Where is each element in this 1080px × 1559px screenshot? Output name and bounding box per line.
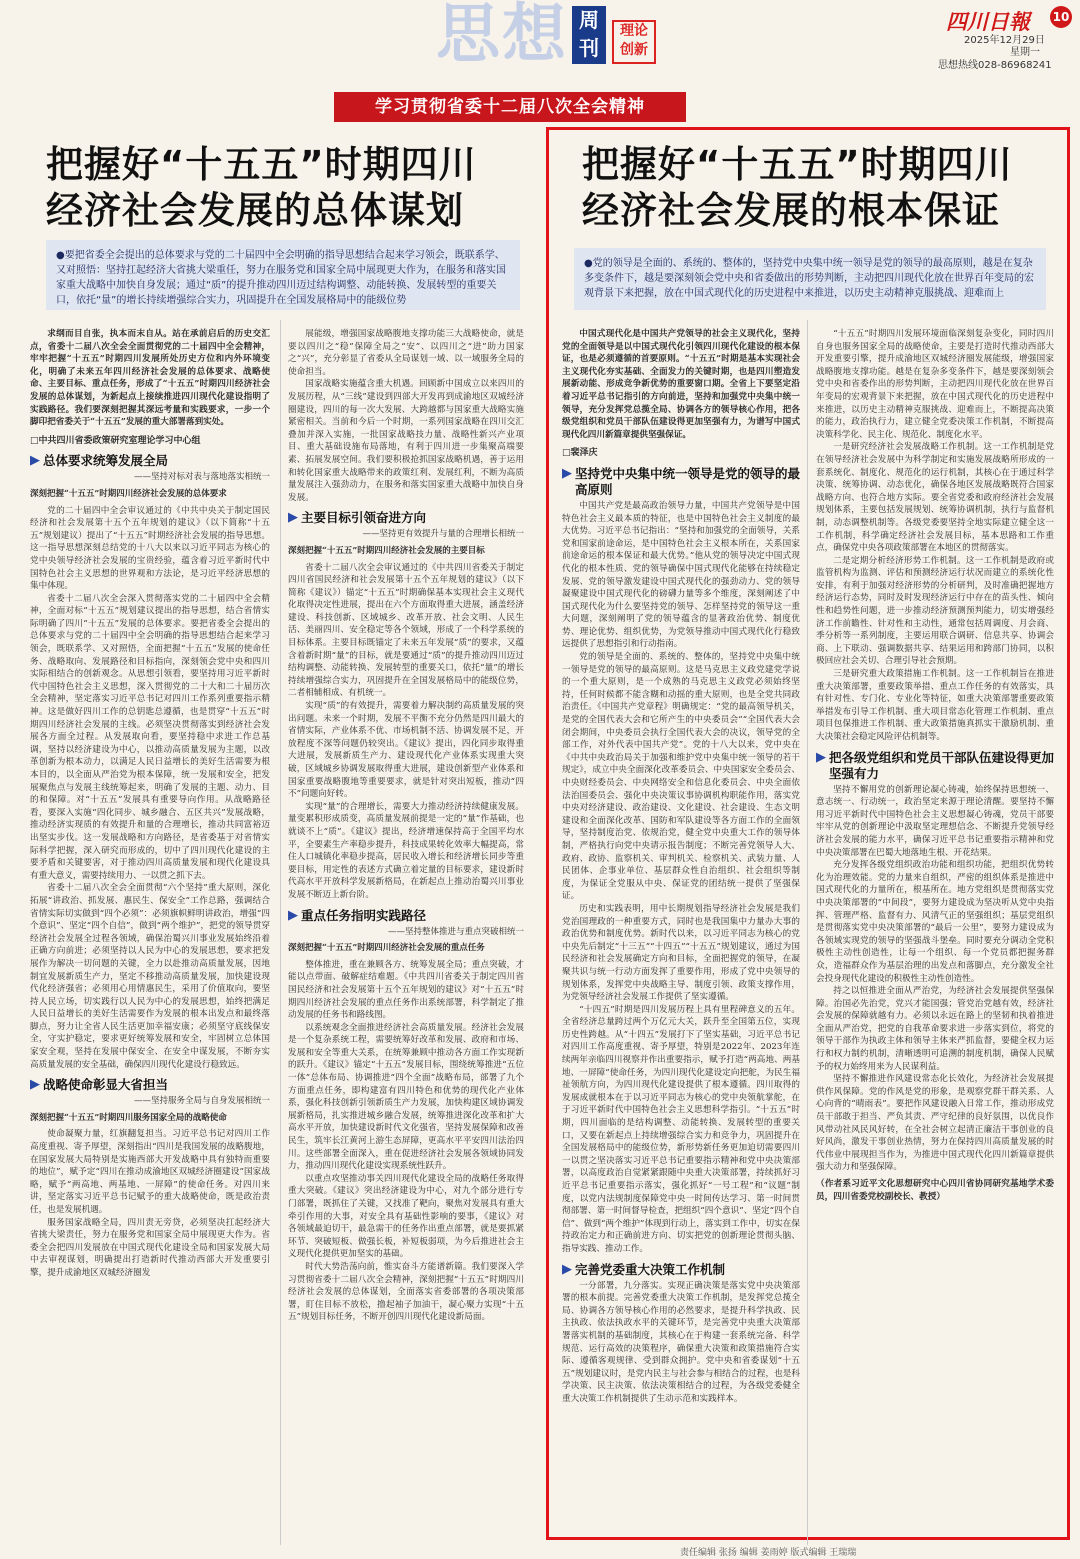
section-heading <box>30 1077 270 1093</box>
column-divider <box>807 320 808 1545</box>
arrow-icon: ▶ <box>562 1261 572 1277</box>
paragraph: 坚持不懈推进作风建设常态化长效化，为经济社会发展提供作风保障。党的作风是党的形象，是观察党群干群关系、人心向背的“晴雨表”。要把作风建设融入日常工作，推动形成党员干部敢于担当、严负其责、严守纪律的良好氛围，以优良作风带动社风民风好转，在全社会树立起清正廉洁干事创业的良好风尚，激发干事创业热情，努力在保持四川高质量发展的时代伟业中展现担当作为，为推进中国式现代化四川新篇章提供强大动力和坚强保障。 <box>816 1074 1054 1173</box>
paragraph: 使命凝聚力量，红旗翻复担当。习近平总书记对四川工作高度重视、寄予厚望，深刻指出“四川是我国发展的战略腹地，在国家发展大局特别是实施西部大开发战略中具有独特而重要的地位”，赋予定“四川在推动成渝地区双城经济圈建设”国家战略，赋予“两高地、两基地、一屏障”的使命任务。对四川来讲，坚定落实习近平总书记赋予的重大战略使命，既是政治责任，也是发展机遇。 <box>30 1129 270 1215</box>
paragraph: 国家战略实施蕴含重大机遇。回顾新中国成立以来四川的发展历程，从“三线”建设到四部大开发再到成渝地区双城经济圈建设，四川的每一次大发展、大跨越都与国家重大战略实施紧密相关。当前和今后一个时期，一系列国家战略在四川交汇叠加并深入实施，一批国家战略技力量、战略性新兴产业项目、重大基础设施布局落地，有利于四川进一步集聚高端要素、拓展发展空间。我们要积极抢抓国家战略机遇，善于运用和转化国家重大战略带来的政策红利、发展红利，不断为高质量发展注入强劲动力，在服务和落实国家重大战略中加快自身发展。 <box>288 379 524 503</box>
section-title-text: 重点任务指明实践路径 <box>301 907 427 923</box>
arrow-icon: ▶ <box>816 749 826 765</box>
section-title: 思想 <box>436 0 568 72</box>
section-title-text: 把各级党组织和党员干部队伍建设得更加坚强有力 <box>829 749 1054 781</box>
paragraph: “十四五”时期是四川发展历程上具有里程碑意义的五年。全省经济总量跨过两个万亿元大关，跃升至全国第五位，实现历史性跨越。从“十四五”发展打下了坚实基础，习近平总书记对四川工作高度重视、寄予厚望，特别是2022年、2023年连续两年亲临四川视察并作出重要指示，赋予打造“两高地、两基地、一屏障”使命任务，为四川现代化建设定向把舵，为民生福祉领航方向，为四川现代化建设提供了根本遵循。四川取得的发展成就根本在于以习近平同志为核心的党中央领航掌舵，在于习近平新时代中国特色社会主义思想科学指引。“十五五”时期，四川面临的是结构调整、动能转换、发展转型的重要关口，又要在新起点上持续增强综合实力和竞争力，巩固提升在全国发展格局中的能级位势，新形势新任务更加迫切需要四川一以贯之坚决落实习近平总书记重要指示精神和党中央决策部署，以高度政治自觉紧紧跟随中央重大决策部署，持续抓好习近平总书记重要指示落实，强化抓好“一号工程”和“议题”制度，以党内法规制度保障党中央一时间传达学习、第一时间贯彻部署、第一时间督导检查，把组织“四个意识”、坚定“四个自信”、做到“两个维护”体现到行动上，落实到工作中，切实在保持政治定力和正确前进方向、切实把党的创新理论贯彻头脑、指导实践、推动工作。 <box>562 1004 800 1254</box>
section-heading <box>562 1262 800 1278</box>
section-title-text: 总体要求统筹发展全局 <box>43 453 169 469</box>
left-title-line2: 经济社会发展的总体谋划 <box>46 189 464 232</box>
paragraph: “十五五”时期四川发展环境面临深刻复杂变化，同时四川自身也服务国家全局的战略使命，主要是打造时代推动西部大开发重要引擎，提升成渝地区双城经济圈发展能级，增强国家战略腹地支撑功能。越是在复杂多变条件下，越是要深刻领会党中央和省委作出的形势判断，主动把四川现代化放在世界百年变局的宏观背景下来把握，放在中国式现代化的历史进程中来推进，以历史主动精神克服挑战、迎难而上，不断提高决策的能力，政治执行力，建立健全党委决策工作机制，不断提高决策科学化、民主化、规范化、制度化水平。 <box>816 329 1054 440</box>
paragraph: 二是定期分析经济形势工作机制。这一工作机制是政府或监管机构为监测、评估和预测经济运行状况而建立的系统化性安排，有利于加强对经济形势的分析研判，及时准确把握地方经济运行态势，同时及时发现经济运行中存在的苗头性、倾向性和趋势性问题，进一步推动经济预测预判能力，切实增强经济工作前瞻性、针对性和主动性，通常包括周调度、月会商、季分析等一系列制度，主要运用联合调研、信息共享、协调会商、上下联动、强调数据共享、结果运用和跨部门协同，以积极回应社会关切、合理引导社会预期。 <box>816 555 1054 667</box>
section-subtitle: ——坚持更有效提升与量的合理增长相统一 <box>362 529 524 540</box>
paragraph: 党的二十届四中全会审议通过的《中共中央关于制定国民经济和社会发展第十五个五年规划的建议》（以下简称“十五五”规划建议）提出了“十五五”时期经济社会发展的指导思想。这一指导思想深刻总结党的十八大以来以习近平同志为核心的党中央领导经济社会发展的宝贵经验，蕴含着习近平新时代中国特色社会主义思想的世界观和方法论，是习近平经济思想的集中体现。 <box>30 505 270 592</box>
paragraph: 展能级，增强国家战略腹地支撑功能三大战略使命，就是要以四川之“稳”保障全局之“安”、以四川之“进”助力国家之“兴”，充分彰显了省委从全局谋划一域、以一域服务全局的使命担当。 <box>288 329 524 377</box>
section-subtitle: ——坚持对标对表与落地落实相统一 <box>133 472 270 483</box>
section-title-text: 完善党委重大决策工作机制 <box>575 1261 726 1277</box>
left-column-1 <box>30 328 270 1543</box>
arrow-icon: ▶ <box>288 510 298 526</box>
paragraph: 中国共产党是最高政治领导力量，中国共产党领导是中国特色社会主义最本质的特征，也是中国特色社会主义制度的最大优势。习近平总书记指出：“坚持和加强党的全面领导，关系党和国家前途命运，是中国特色社会主义根本所在，关系国家前途命运的根本保证和最大优势。”他从党的领导决定中国式现代化的根本性质、党的领导确保中国式现代化能够在持续稳定发展、党的领导激发建设中国式现代化的强劲动力、党的领导凝聚建设中国式现代化的磅礴力量等多个维度，深刻阐述了中国式现代化为什么要坚持党的领导、怎样坚持党的领导这一重大问题，深刻阐明了党的领导蕴含的显著政治优势、制度优势、理论优势、组织优势，为党领导推动中国式现代化行稳致远提供了思想指引和行动指南。 <box>562 500 800 650</box>
paragraph: 实现“质”的有效提升，需要着力解决制约高质量发展的突出问题。未来一个时期，发展不平衡不充分仍然是四川最大的省情实际，产业体系不优、市场机制不活、协调发展不足，开放程度不深等问题仍较突出。《建议》提出，四化同步取得重大进展，发展新质生产力、建设现代化产业体系实现重大突破，区域城乡协调发展取得重大进展，建设创新型产业体系和国家重要战略腹地等重要要求，就是针对突出短板，推动“四不”问题向好转。 <box>288 701 524 800</box>
right-column-2 <box>816 328 1054 1533</box>
paragraph: 历史和实践表明，用中长期规划指导经济社会发展是我们党治国理政的一种重要方式，同时也是我国集中力量办大事的政治优势和制度优势。新时代以来，以习近平同志为核心的党中央先后制定“十三五”“十四五”“十五五”规划建议，通过为国民经济和社会发展确定方向和目标，全面把握党的领导，在凝聚共识与统一行动方面发挥了重要作用，形成了党中央领导的规划体系，发挥党中央战略主导、制度引领、政策支撑作用，为党领导经济社会发展工作提供了坚实遵循。 <box>562 903 800 1003</box>
left-source: □中共四川省委政策研究室理论学习中心组 <box>30 435 201 446</box>
section-subtitle-2: 深刻把握“十五五”时期四川经济社会发展的总体要求 <box>30 488 227 499</box>
paragraph: 实现“量”的合理增长，需要大力推动经济持续健康发展。量变累积形成质变，高质量发展前提是一定的“量”作基础，也就谈不上“质”。《建议》提出，经济增速保持高于全国平均水平，全要素生产率稳步提升，科技成果转化效率大幅提高，常住人口城镇化率稳步提高，居民收入增长和经济增长同步等重要目标，用定性的表述方式确立着定量的目标要求，建设新时代高水平开放科学发展新格局，在新起点上推动治蜀兴川事业发展不断迈上新台阶。 <box>288 801 524 900</box>
theme-banner: 学习贯彻省委十二届八次全会精神 <box>334 92 686 122</box>
arrow-icon: ▶ <box>30 453 40 469</box>
left-article-title <box>46 142 477 234</box>
editor-credits: 责任编辑 张扬 编辑 姜雨婷 版式编辑 王瑞瑞 <box>680 1548 857 1558</box>
section-subtitle: ——坚持整体推进与重点突破相统一 <box>387 926 524 937</box>
paragraph: 党的领导是全面的、系统的、整体的，坚持党中央集中统一领导是党的领导的最高原则。这是马克思主义政党建党学说的一个重大原则，是一个成熟的马克思主义政党必须始终坚持，任何时候都不能含糊和动摇的重大原则，也是全党共同政治责任。《中国共产党章程》明确规定：“党的最高领导机关，是党的全国代表大会和它所产生的中央委员会”“全国代表大会闭会期间，中央委员会执行全国代表大会的决议，领导党的全部工作，对外代表中国共产党”。党的十八大以来，党中央在《中共中央政治局关于加强和维护党中央集中统一领导的若干规定》，成立中央全面深化改革委员会、中央国家安全委员会、中央财经委员会、中央网络安全和信息化委员会、中央全面依法治国委员会、强化中央决策议事协调机构职能作用，落实党中央对经济建设、政治建设、文化建设、社会建设、生态文明建设和全面深化改革、国防和军队建设等各方面工作的全面领导，坚持制度治党、依规治党，健全党中央重大工作的领导体制，严格执行向党中央请示报告制度；不断完善党领导人大、政府、政协、监察机关、审判机关、检察机关、武装力量、人民团体、企事业单位、基层群众性自治组织、社会组织等制度，为保证全党服从中央、保证党的团结统一提供了坚强保证。 <box>562 652 800 902</box>
paragraph: 整体推进，重在兼顾各方、统筹发展全局；重点突破，才能以点带面、破解症结难题。《中共四川省委关于制定四川省国民经济和社会发展第十五个五年规划的建议》对“十五五”时期四川经济社会发展的重点任务作出系统部署，科学制定了推动发展的任务书和路线图。 <box>288 959 524 1021</box>
section-title-text: 战略使命彰显大省担当 <box>43 1077 169 1093</box>
page-number: 10 <box>1050 6 1072 28</box>
section-subtitle: ——坚持服务全局与自身发展相统一 <box>133 1096 270 1107</box>
paragraph: 一分部署，九分落实。实现正确决策是落实党中央决策部署的根本前提。完善党委重大决策工作机制，是发挥党总揽全局、协调各方领导核心作用的必然要求，是提升科学执政、民主执政、依法执政水平的关键环节，是完善党中央重大决策部署落实机制的基础制度，其核心在于构建一套系统完备、科学规范、运行高效的决策程序，确保重大决策和政策措施符合实际、遵循客观规律、受到群众拥护。党中央和省委谋划“十五五”规划建议时，是党内民主与社会参与相结合的过程，也是科学决策、民主决策、依法决策相结合的过程，为各级党委健全重大决策工作机制提供了生动示范和实践样本。 <box>562 1280 800 1404</box>
section-heading <box>816 750 1054 782</box>
paragraph: 三是研究重大政策措施工作机制。这一工作机制旨在推进重大决策部署，重要政策举措、重点工作任务的有效落实，具有针对性、专门化、专业化等特征，如重大决策部署重要政策举措发布引导工作机制、重大项目常态化管理工作机制、重点项目包保推进工作机制、重大政策措施真抓实干激励机制、重大决策社会稳定风险评估机制等。 <box>816 669 1054 742</box>
paragraph: 一是研究经济社会发展战略工作机制。这一工作机制是党在领导经济社会发展中为科学制定和实施发展战略所形成的一套系统化、制度化、规范化的运行机制，其核心在于通过科学决策、统筹协调、动态优化，确保各地区发展战略既符合国家战略方向、也符合地方实际。要全省党委和政府经济社会发展规划体系，主要包括发展规划、统筹协调机制，执行与监督机制，动态调整机制等。各级党委要坚持全地实际建立健全这一工作机制，科学确定经济社会发展目标，基本思路和工作重点，确保党中央各项政策部署在本地区的贯彻落实。 <box>816 442 1054 554</box>
paragraph: 持之以恒推进全面从严治党，为经济社会发展提供坚强保障。治国必先治党，党兴才能国强；管党治党越有效，经济社会发展的保障就越有力。必须以永远在路上的坚韧和执着推进全面从严治党，把党的自我革命要求进一步落实到位，将党的领导干部作为执政主体和领导主体来严抓监督，要健全权力运行和权力制约机制，清晰透明可追溯的制度机制，确保人民赋予的权力始终用来为人民谋利益。 <box>816 986 1054 1072</box>
section-title-text: 主要目标引领奋进方向 <box>301 510 427 526</box>
paragraph: 省委十二届八次全会全面贯彻“六个坚持”重大原则，深化拓展“讲政治、抓发展、惠民生、保安全”工作总路，强调结合省情实际切实做到“四个必须”：必须旗帜鲜明讲政治，增强“四个意识”、坚定“四个自信”，做到“两个维护”，把党的领导贯穿经济社会发展全过程各领域，确保治蜀兴川事业发展始终沿着正确方向前进；必须坚持以人民为中心的发展思想，要求把发展作为解决一切问题的关键，全力以赴推动高质量发展，因地制宜发展新质生产力，坚定不移推动高质量发展，加快建设现代化经济强省；必须用心用情惠民生，采用了价值取向，要坚持人民立场，切实践行以人民为中心的发展思想，始终把满足人民日益增长的美好生活需要作为发展的根本出发点和最终落脚点，努力让全省人民生活更加幸福安康；必须坚守底线保安全，守实护稳定，要求更好统筹发展和安全，牢固树立总体国家安全观，坚持在发展中保安全、在安全中谋发展，不断夯实高质量发展的安全基础，确保四川现代化建设行稳致远。 <box>30 883 270 1070</box>
paragraph: 服务国家战略全局，四川责无旁贷，必须坚决扛起经济大省挑大梁责任，努力在服务党和国家全局中展现更大作为。省委全会把四川发展放在中国式现代化建设全局和国家发展大局中去审视谋划，明确提出打造新时代推动西部大开发重要引擎，提升成渝地区双城经济圈发 <box>30 1217 270 1278</box>
section-subtitle-2: 深刻把握“十五五”时期四川经济社会发展的主要目标 <box>288 545 485 556</box>
right-title-line2: 经济社会发展的根本保证 <box>582 189 1000 232</box>
paragraph: 充分发挥各级党组织政治功能和组织功能，把组织优势转化为治理效能。党的力量来自组织，严密的组织体系是推进中国式现代化的力量所在，根基所在。地方党组织是贯彻落实党中央决策部署的“中间段”，要努力建设成为坚决听从党中央指挥、管理严格、监督有力、风清气正的坚强组织；基层党组织是贯彻落实党中央决策部署的“最后一公里”，要努力建设成为各领域实现党的领导的坚强战斗堡垒。同时要充分调动全党积极性主动性创造性，让每一个组织、每一个党员都把握务群众，造福群众作为基层治理的出发点和落脚点，充分激发全社会投身现代化建设的积极性主动性创造性。 <box>816 860 1054 984</box>
masthead <box>0 0 1080 88</box>
section-subtitle-2: 深刻把握“十五五”时期四川经济社会发展的重点任务 <box>288 943 485 954</box>
section-subtitle-2: 深刻把握“十五五”时期四川服务国家全局的战略使命 <box>30 1112 227 1123</box>
left-title-line1: 把握好“十五五”时期四川 <box>46 143 477 186</box>
section-heading <box>288 908 524 924</box>
paragraph: 省委十二届八次全会审议通过的《中共四川省委关于制定四川省国民经济和社会发展第十五个五年规划的建议》（以下简称《建议》）锚定“十五五”时期确保基本实现社会主义现代化取得决定性进展，提出在六个方面取得重大进展，涵盖经济建设、科技创新、区域城乡、改革开放、社会文明、人民生活、美丽四川、安全稳定等各个领域，形成了一个科学系统的目标体系。主要目标既锚定了未来五年发展“质”的要求，又蕴含着新时期“量”的目标，就是要通过“质”的提升推动四川迈过结构调整、动能转换、发展转型的重要关口，依托“量”的增长持续增强综合实力，巩固提升在全国发展格局中的能级位势，二者相辅相成、有机统一。 <box>288 562 524 699</box>
right-lead: 中国式现代化是中国共产党领导的社会主义现代化，坚持党的全面领导是以中国式现代化引领四川现代化建设的根本保证，也是必须遵循的首要原则。“十五五”时期是基本实现社会主义现代化夯实基础、全面发力的关键时期，也是四川塑造发展新动能、形成竞争新优势的重要窗口期。全省上下要坚定沿着习近平总书记指引的方向前进，坚持和加强党中央集中统一领导，充分发挥党总揽全局、协调各方的领导核心作用，把各级党组织和党员干部队伍建设得更加坚强有力，为谱写中国式现代化四川新篇章提供坚强保证。 <box>562 329 800 440</box>
paragraph: 以系统观念全面推进经济社会高质量发展。经济社会发展是一个复杂系统工程，需要统筹好改革和发展、政府和市场、发展和安全等重大关系，在统筹兼顾中推动各方面工作实现新的跃升。《建议》锚定“十五五”发展目标，围绕统筹推进“五位一体”总体布局、协调推进“四个全面”战略布局，部署了九个方面重点任务，即构建富有四川特色和优势的现代化产业体系，强化科技创新引领新质生产力发展，加快构建区域协调发展新格局，扎实推进城乡融合发展，统筹推进深化改革和扩大高水平开放，加快建设新时代文化强省，坚持发展保障和改善民生，筑牢长江黄河上游生态屏障，更高水平平安四川法治四川。这些部署全面深入，重在促进经济社会发展各领域协同发力，推动四川现代化建设实现系统性跃升。 <box>288 1022 524 1172</box>
column-tag: 理论创新 <box>612 20 656 64</box>
right-article-title <box>582 142 1013 234</box>
right-column-1 <box>562 328 800 1533</box>
right-title-line1: 把握好“十五五”时期四川 <box>582 143 1013 186</box>
section-heading <box>562 466 800 498</box>
author-note: （作者系习近平文化思想研究中心四川省协同研究基地学术委员，四川省委党校副校长、教授） <box>816 1179 1054 1202</box>
section-title-text: 坚持党中央集中统一领导是党的领导的最高原则 <box>575 465 800 497</box>
weekly-badge: 周刊 <box>572 6 606 64</box>
issue-date: 2025年12月29日 <box>964 35 1045 46</box>
issue-weekday: 星期一 <box>1010 47 1040 58</box>
paragraph: 坚持不懈用党的创新理论凝心铸魂，始终保持思想统一、意志统一、行动统一，政治坚定来源于理论清醒。要坚持不懈用习近平新时代中国特色社会主义思想凝心铸魂，党员干部要牢牢从党的创新理论中汲取坚定理想信念、不断提升党领导经济社会发展的能力水平，确保习近平总书记重要指示精神和党中央决策部署在巴蜀大地落地生根、开花结果。 <box>816 784 1054 858</box>
arrow-icon: ▶ <box>30 1077 40 1093</box>
left-column-2 <box>288 328 524 1543</box>
right-source: □裴泽庆 <box>562 448 598 459</box>
hotline: 思想热线028-86968241 <box>938 60 1052 71</box>
paragraph: 时代大势浩荡向前，惟实奋斗方能谱新篇。我们要深入学习贯彻省委十二届八次全会精神，深刻把握“十五五”时期四川经济社会发展的总体谋划，全面落实省委部署的各项决策部署，盯住目标不放松，撸起袖子加油干，凝心聚力实现“十五五”规划目标任务，不断开创四川现代化建设新局面。 <box>288 1261 524 1323</box>
paragraph: 省委十二届八次全会深入贯彻落实党的二十届四中全会精神，全面对标“十五五”规划建议提出的指导思想，结合省情实际明确了四川“十五五”发展的总体要求。要把省委全会提出的总体要求与党的二十届四中全会明确的指导思想结合起来学习领会，既联系学、又对照悟，全面把握“十五五”发展的使命任务、战略取向、发展路径和目标指向，深刻领会党中央和四川实际相结合的创新观念。从思想引领看，要坚持用习近平新时代中国特色社会主义思想，深入贯彻党的二十大和二十届历次全会精神，坚定落实习近平总书记对四川工作系列重要指示精神。这是做好四川工作的总钥匙总遵循，也是贯穿“十五五”时期四川经济社会发展的主线。必须坚决贯彻落实到经济社会发展各方面全过程。从发展取向看，要坚持稳中求进工作总基调，坚持以经济建设为中心，以推动高质量发展为主题，以改革创新为根本动力，以满足人民日益增长的美好生活需要为根本目的，以全面从严治党为根本保障，统一发展和安全，把发展聚焦点与发展主线统筹起来，明确了发展的主题、动力、目的和保障。对“十五五”发展具有重要导向作用。从战略路径看，要深入实施“四化同步、城乡融合、五区共兴”发展战略，推动经济实现质的有效提升和量的合理增长，推动共同富裕迈出坚实步伐。这一发展战略和方向路径，是省委基于对省情实际科学把握，深入研究而形成的，切中了四川现代化建设的主要矛盾和关键要害，对于推动四川高质量发展和现代化建设具有重大意义，需要持续用力、一以贯之抓下去。 <box>30 593 270 881</box>
left-lead: 求纲而目自张，执本而末自从。站在承前启后的历史交汇点，省委十二届八次全会全面贯彻党的二十届四中全会精神，牢牢把握“十五五”时期四川发展所处历史方位和内外环境变化，明确了未来五年四川经济社会发展的总体要求、战略使命、主要目标、重点任务，形成了“十五五”时期四川经济社会发展的总体谋划，为新起点上接续推进四川现代化建设指明了实践路径。我们要深刻把握其深远考量和实践要求，一步一个脚印把省委关于“十五五”发展的重大部署落到实处。 <box>30 329 270 428</box>
section-heading <box>30 453 270 469</box>
left-abstract: ●要把省委全会提出的总体要求与党的二十届四中全会明确的指导思想结合起来学习领会，既联系学、又对照悟：坚持扛起经济大省挑大梁重任，努力在服务党和国家全局中展现更大作为，在服务和落实国家重大战略中加快自身发展；通过“质”的提升推动四川迈过结构调整、动能转换、发展转型的重要关口，依托“量”的增长持续增强综合实力，巩固提升在全国发展格局中的能级位势 <box>46 240 520 310</box>
newspaper-logo: 四川日報 <box>946 9 1030 34</box>
right-abstract: ●党的领导是全面的、系统的、整体的，坚持党中央集中统一领导是党的领导的最高原则，越是在复杂多变条件下，越是要深刻领会党中央和省委做出的形势判断，主动把四川现代化放在世界百年变局的宏观背景下来把握，放在中国式现代化的历史进程中来推进，以历史主动精神克服挑战、迎难而上 <box>574 248 1046 310</box>
arrow-icon: ▶ <box>562 465 572 481</box>
section-heading <box>288 510 524 526</box>
arrow-icon: ▶ <box>288 907 298 923</box>
paragraph: 以重点攻坚推动事关四川现代化建设全局的战略任务取得重大突破。《建议》突出经济建设为中心，对九个部分进行专门部署，既抓住了关键，又找准了靶向，聚焦对发展具有重大牵引作用的大事，对安全具有基础性影响的要事，《建议》对各领域最迫切干，最急需干的任务作出重点部署，就是要抓紧环节、突破短板、做强长板，补短板弱项，为今后推进社会主义现代化提供更加坚实的基础。 <box>288 1173 524 1260</box>
column-divider <box>280 320 281 1545</box>
